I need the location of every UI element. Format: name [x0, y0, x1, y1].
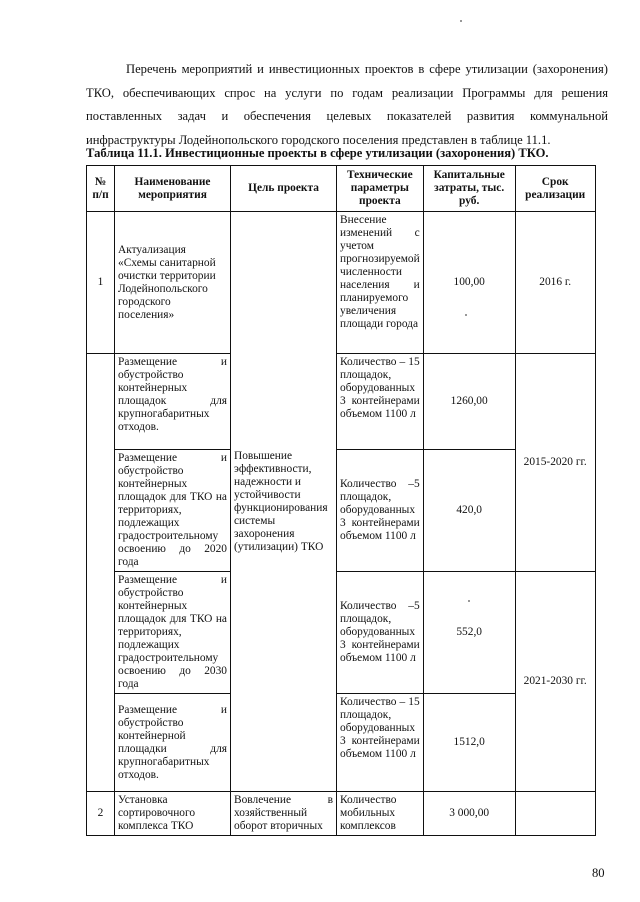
row-term: 2016 г. [515, 212, 595, 354]
row-name: Актуализация «Схемы санитарной очистки территории Лодейнопольского городского поселения» [115, 212, 231, 354]
header-cost: Капитальные затраты, тыс. руб. [423, 166, 515, 212]
row-cost: 420,0 [423, 450, 515, 572]
scan-speck [460, 20, 462, 22]
page-number: 80 [592, 866, 605, 880]
row-cost: 1512,0 [423, 694, 515, 792]
scan-speck [465, 314, 467, 316]
row-params: Внесение изменений с учетом прогнозируемой численности населения и планируемого увеличения площади города [337, 212, 424, 354]
row-num: 1 [87, 212, 115, 354]
row-cost: 3 000,00 [423, 792, 515, 836]
header-term: Срок реализации [515, 166, 595, 212]
header-num: № п/п [87, 166, 115, 212]
table-row [87, 212, 596, 354]
header-name: Наименование мероприятия [115, 166, 231, 212]
row-term: 2021-2030 гг. [515, 572, 595, 792]
intro-paragraph: Перечень мероприятий и инвестиционных проектов в сфере утилизации (захоронения) ТКО, обеспечивающих спрос на услуги по годам реализации Программы для решения поставленных задач и обеспечения целевых показателей развития коммунальной инфраструктуры Лодейнопольского городского поселения представлен в таблице 11.1. [86, 62, 608, 147]
row-params: Количество – 15 площадок, оборудованных 3 контейнерами объемом 1100 л [337, 354, 424, 450]
table-header-row [87, 166, 596, 212]
table-row [87, 572, 596, 694]
row-term: 2015-2020 гг. [515, 354, 595, 572]
row-term-empty [515, 792, 595, 836]
table-caption: Таблица 11.1. Инвестиционные проекты в сфере утилизации (захоронения) ТКО. [86, 146, 549, 160]
row-goal-shared: Повышение эффективности, надежности и устойчивости функционирования системы захоронения (утилизации) ТКО [231, 212, 337, 792]
header-params: Технические параметры проекта [337, 166, 424, 212]
row-name: Размещение и обустройство контейнерных площадок для ТКО на территориях, подлежащих градостроительному освоению до 2030 года [115, 572, 231, 694]
row-name: Размещение и обустройство контейнерных площадок для ТКО на территориях, подлежащих градостроительному освоению до 2020 года [115, 450, 231, 572]
row-name: Размещение и обустройство контейнерной площадки для крупногабаритных отходов. [115, 694, 231, 792]
row-params: Количество –5 площадок, оборудованных 3 контейнерами объемом 1100 л [337, 572, 424, 694]
table-row [87, 354, 596, 450]
row-name: Размещение и обустройство контейнерных площадок для крупногабаритных отходов. [115, 354, 231, 450]
header-goal: Цель проекта [231, 166, 337, 212]
scan-speck [468, 600, 470, 602]
row-num: 2 [87, 792, 115, 836]
row-params: Количество –5 площадок, оборудованных 3 контейнерами объемом 1100 л [337, 450, 424, 572]
row-num-empty [87, 354, 115, 792]
row-goal: Вовлечение в хозяйственный оборот вторичных [231, 792, 337, 836]
row-params: Количество мобильных комплексов [337, 792, 424, 836]
row-cost: 1260,00 [423, 354, 515, 450]
row-cost: 552,0 [423, 572, 515, 694]
row-cost: 100,00 [423, 212, 515, 354]
row-params: Количество – 15 площадок, оборудованных 3 контейнерами объемом 1100 л [337, 694, 424, 792]
investment-projects-table [86, 165, 596, 836]
row-name: Установка сортировочного комплекса ТКО [115, 792, 231, 836]
table-row [87, 792, 596, 836]
